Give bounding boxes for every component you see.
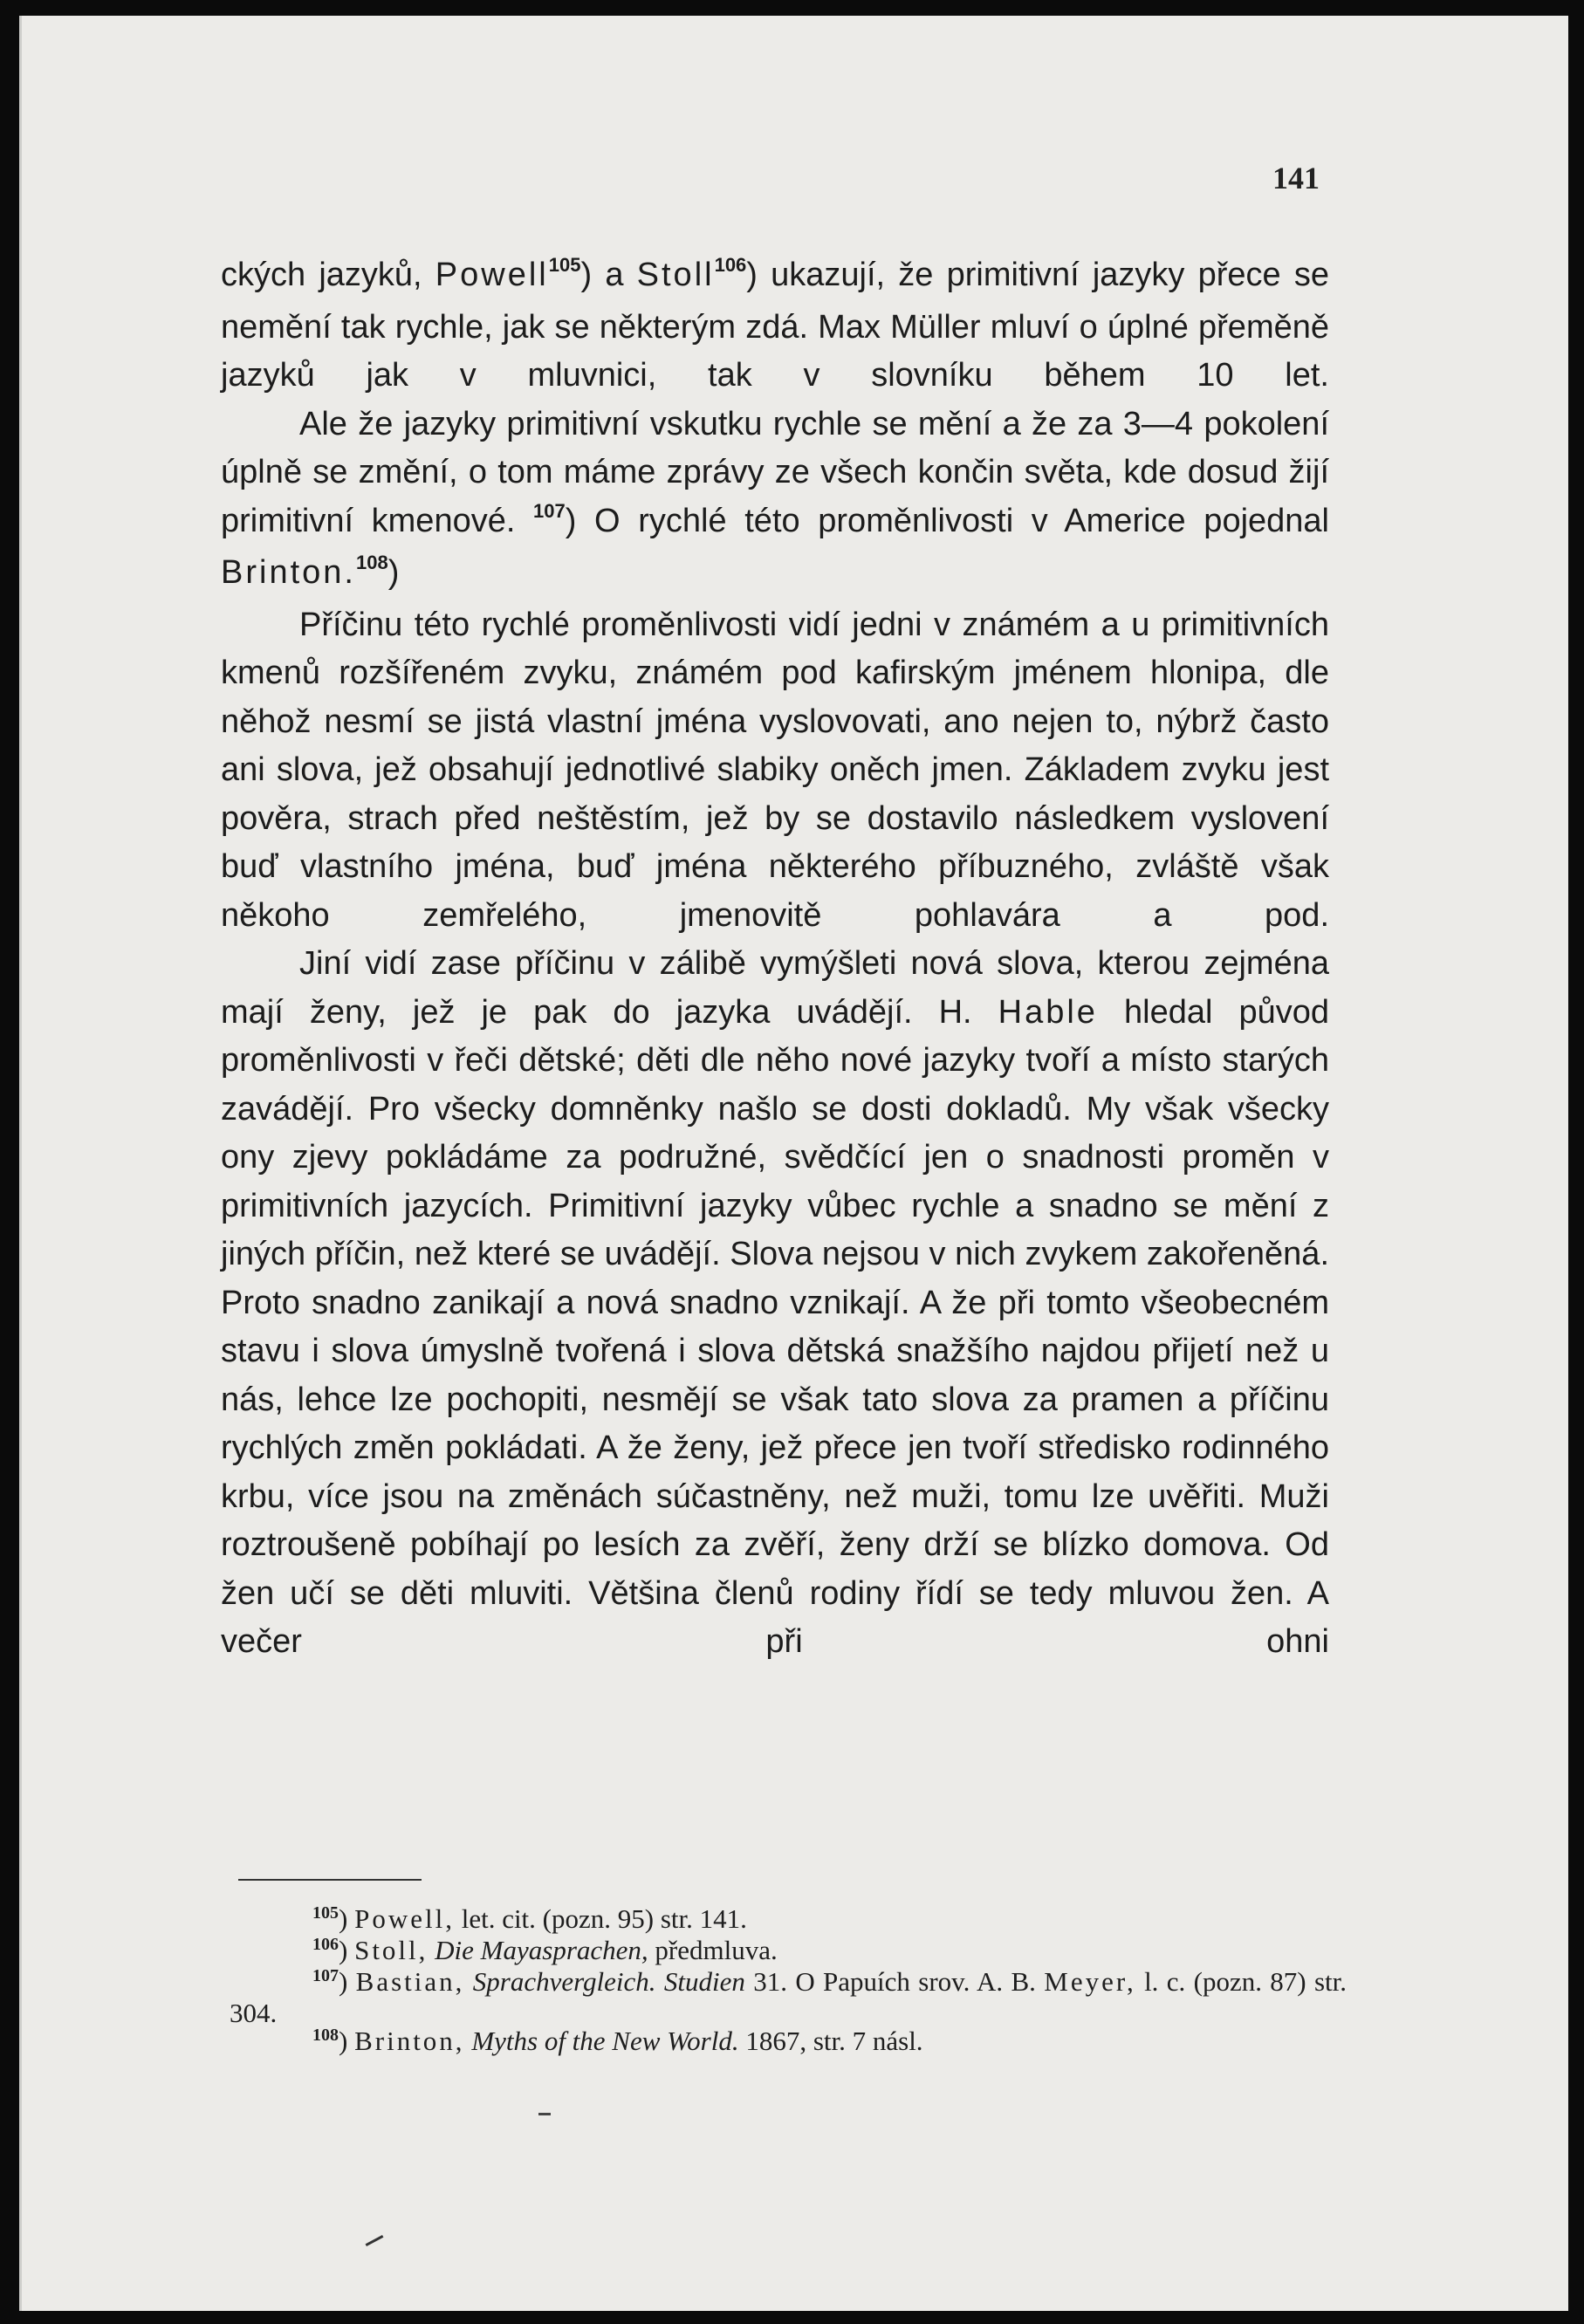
footnote-title: Myths of the New World. [471,2026,739,2056]
footnote-number: 108 [312,2026,339,2045]
footnote-108: $^{108}$) Brinton, Myths of the New World. 1867, str. 7 násl. [312,2026,923,2056]
footnote-author: Brinton, [354,2026,465,2056]
paragraph-1 [221,251,1329,401]
footnote-ref-105: 105 [548,254,581,276]
footnotes [230,1905,1347,2059]
text-run: ) [387,554,400,591]
footnote-author: Powell, [354,1903,455,1934]
author-name-hable: Hable [998,993,1098,1031]
footnote-text: 31. O Papuích srov. A. B. [744,1966,1045,1997]
footnote-text: l. c. (pozn. 87) str. 304. [230,1966,1347,2028]
footnote-number: 106 [312,1935,339,1954]
body-text [221,251,1329,1667]
footnote-ref-106: 106 [714,254,747,276]
footnote-title: Sprachvergleich. Studien [472,1966,745,1997]
author-name-stoll: Stoll [636,257,715,293]
footnote-106: $^{106}$) Stoll, Die Mayasprachen, předmluva. [312,1935,778,1965]
author-name-brinton: Brinton. [221,554,356,591]
text-run: ckých jazyků, [221,257,435,293]
paragraph-2 [221,401,1329,601]
paragraph-4 [221,940,1329,1667]
book-page [19,16,1568,2311]
author-name-powell: Powell [435,257,549,293]
footnote-number: 107 [312,1966,339,1985]
footnote-text: 1867, str. 7 násl. [738,2026,923,2056]
footnote-ref-107: 107 [533,499,566,522]
footnote-text: předmluva. [648,1935,778,1965]
footnote-author: Stoll, [354,1935,429,1965]
footnote-divider [238,1879,422,1881]
footnote-ref-108: 108 [355,552,388,573]
footnote-title: Die Mayasprachen, [435,1935,648,1965]
text-run: ) a [580,257,637,293]
paragraph-3 [221,601,1329,941]
page-number: 141 [1272,161,1320,195]
footnote-author: Meyer, [1044,1966,1136,1997]
text-run: ) O rychlé této proměnlivosti v Americe pojednal [565,502,1329,539]
text-run: ) ukazují, že primitivní jazyky přece se nemění tak rychle, jak se některým zdá. Max Müller mluví o úplné přeměně jazyků jak v mluvnici, tak v slovníku během 10 let. [221,257,1329,394]
text-run: Jiní vidí zase příčinu v zálibě vymýšleti nová slova, kterou zejména mají ženy, jež je pak do jazyka uvádějí. H. [221,945,1329,1031]
text-run: Příčinu této rychlé proměnlivosti vidí jedni v známém a u primitivních kmenů rozšířeném zvyku, známém pod kafirským jménem hlonipa, dle něhož nesmí se jistá vlastní jména vyslovovati, ano nejen to, nýbrž často ani slova, jež obsahují jednotlivé slabiky oněch jmen. Základem zvyku jest pověra, strach před neštěstím, jež by se dostavilo následkem vyslovení buď vlastního jména, buď jména některého příbuzného, zvláště však někoho zemřelého, jmenovitě pohlavára a pod. [221,606,1329,934]
footnote-text: let. cit. (pozn. 95) str. 141. [454,1903,747,1934]
text-run: hledal původ proměnlivosti v řeči dětské; děti dle něho nové jazyky tvoří a místo starých zavádějí. Pro všecky domněnky našlo se dosti dokladů. My však všecky ony zjevy pokládáme za podružné, svědčící jen o snadnosti proměn v primitivních jazycích. Primitivní jazyky vůbec rychle a snadno se mění z jiných příčin, než které se uvádějí. Slova nejsou v nich zvykem zakořeněná. Proto snadno zanikají a nová snadno vznikají. A že při tomto všeobecném stavu i slova úmyslně tvořená i slova dětská snažšího najdou přijetí než u nás, lehce lze pochopiti, nesmějí se však tato slova za pramen a příčinu rychlých změn pokládati. A že ženy, jež přece jen tvoří středisko rodinného krbu, více jsou na změnách súčastněny, než muži, tomu lze uvěřiti. Muži roztroušeně pobíhají po lesích za zvěří, ženy drží se blízko domova. Od žen učí se děti mluviti. Většina členů rodiny řídí se tedy mluvou žen. A večer při ohni [221,993,1329,1660]
stray-mark [366,2235,384,2246]
footnote-author: Bastian, [355,1966,465,1997]
text-run: Ale že jazyky primitivní vskutku rychle se mění a že za 3—4 pokolení úplně se změní, o tom máme zprávy ze všech končin světa, kde dosud žijí primitivní kmenové. [221,405,1329,539]
footnote-105: $^{105}$) Powell, let. cit. (pozn. 95) str. 141. [312,1903,747,1934]
footnote-107: $^{107}$) Bastian, Sprachvergleich. Studien 31. O Papuích srov. A. B. Meyer, l. c. (pozn. 87) str. 304. [230,1966,1347,2028]
footnote-number: 105 [312,1903,339,1923]
stray-mark [538,2113,551,2115]
